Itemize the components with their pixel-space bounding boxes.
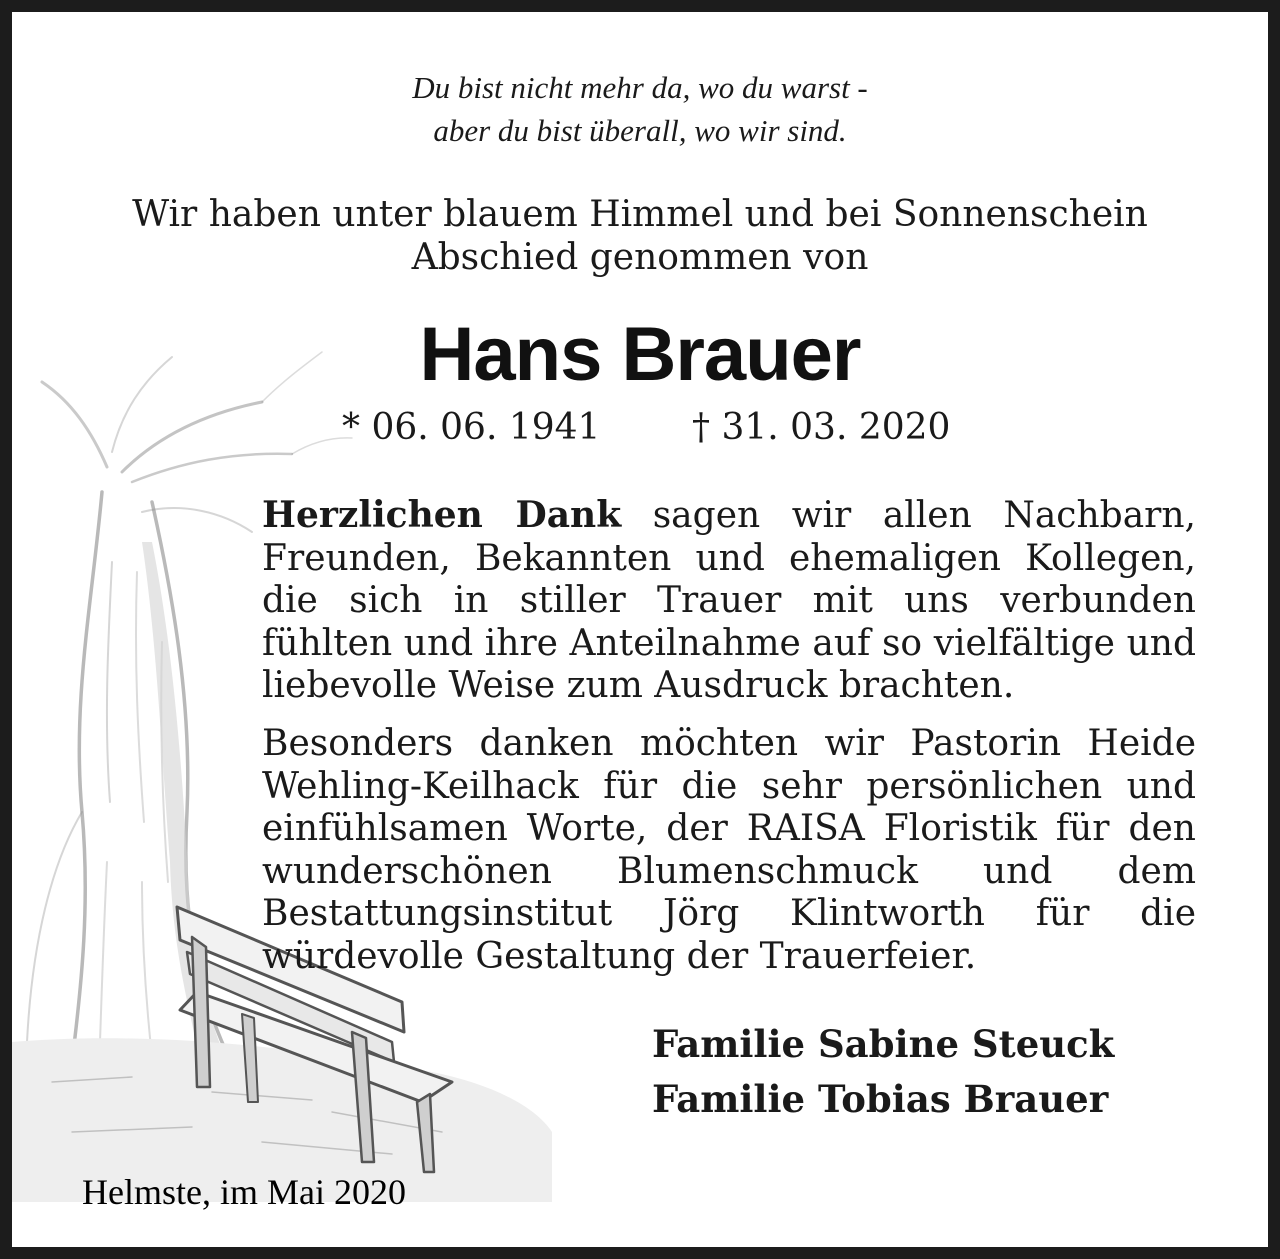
- signature-family-2: Familie Tobias Brauer: [652, 1077, 1109, 1121]
- epigraph-quote: [12, 66, 1268, 152]
- place-and-date: Helmste, im Mai 2020: [82, 1172, 406, 1212]
- deceased-name: Hans Brauer: [419, 312, 861, 397]
- intro-line-1: Wir haben unter blauem Himmel und bei Sonnenschein: [132, 194, 1148, 235]
- death-date: † 31. 03. 2020: [692, 407, 951, 448]
- quote-line-2: aber du bist überall, wo wir sind.: [433, 113, 847, 148]
- birth-date: * 06. 06. 1941: [342, 407, 601, 448]
- thanks-lead: Herzlichen Dank: [262, 494, 622, 536]
- thanks-paragraph: [262, 494, 1196, 708]
- intro-text: [12, 193, 1268, 279]
- signature-family-1: Familie Sabine Steuck: [652, 1022, 1115, 1066]
- intro-line-2: Abschied genommen von: [411, 237, 869, 278]
- quote-line-1: Du bist nicht mehr da, wo du warst -: [412, 70, 868, 105]
- special-thanks-paragraph: Besonders danken möchten wir Pastorin Heide Wehling-Keilhack für die sehr persönlichen und einfühlsamen Worte, der RAISA Floristik für den wunderschönen Blumenschmuck und dem Bestattungsinstitut Jörg Klintworth für die würdevolle Gestaltung der Trauerfeier.: [262, 723, 1196, 977]
- thanks-text: sagen wir allen Nachbarn, Freunden, Bekannten und ehemaligen Kollegen, die sich in stiller Trauer mit uns verbunden fühlten und ihre Anteilnahme auf so vielfältige und liebevolle Weise zum Ausdruck brachten.: [262, 495, 1197, 706]
